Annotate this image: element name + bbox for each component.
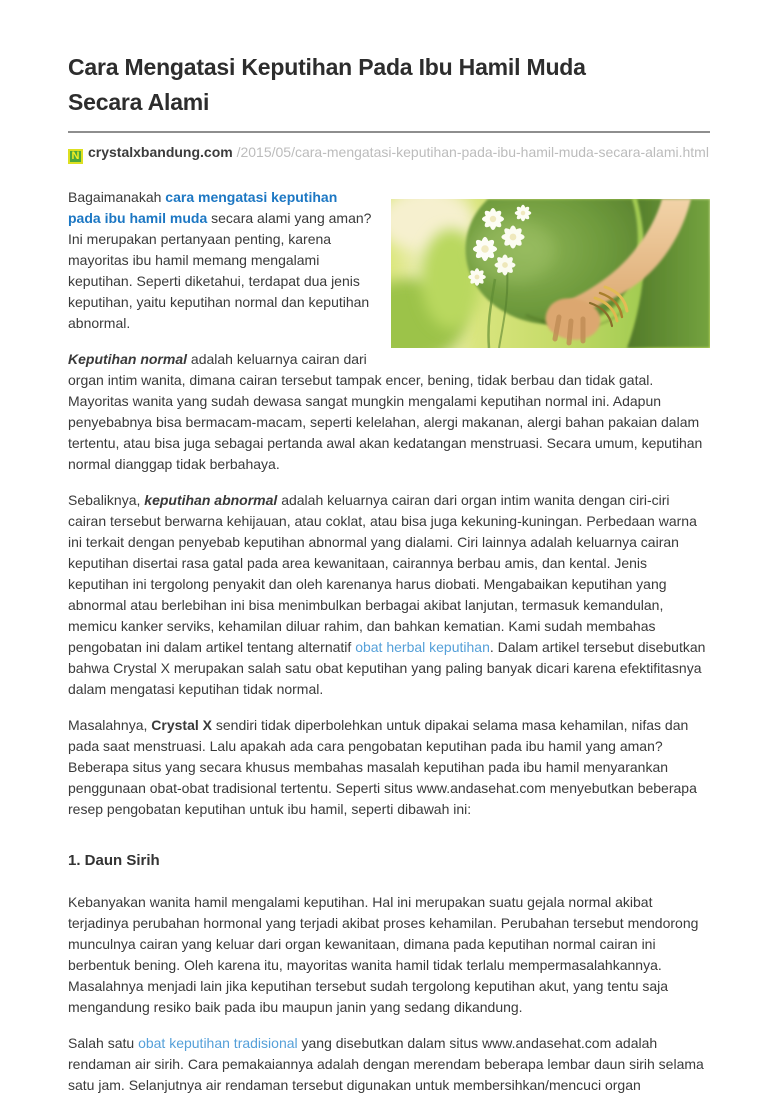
text-run: Masalahnya, [68, 717, 152, 733]
emphasis-crystal-x: Crystal X [151, 717, 212, 733]
text-run: yang disebutkan dalam situs www.andasehat.com adalah rendaman air sirih. Cara pemakaiannya adalah dengan merendam beberapa lembar daun sirih selama satu jam. Selanjutnya air rendaman tersebut digunakan untuk membersihkan/mencuci organ [68, 1035, 704, 1093]
source-domain: crystalxbandung.com [88, 144, 233, 160]
text-run: adalah keluarnya cairan dari organ intim wanita, dimana cairan tersebut tampak encer, bening, tidak berbau dan tidak gatal. Mayoritas wanita yang sudah dewasa sangat mungkin mengalami keputihan normal ini. Adapun penyebabnya bisa bermacam-macam, seperti kelelahan, alergi makanan, alergi bahan pakaian dalam tertentu, atau bisa juga sebagai pertanda awal akan kedatangan menstruasi. Secara umum, keputihan normal dianggap tidak berbahaya. [68, 351, 703, 472]
emphasis-keputihan-abnormal: keputihan abnormal [144, 492, 278, 508]
paragraph-crystal-x [68, 715, 710, 820]
pregnant-woman-photo-art [391, 199, 710, 348]
article-title-line-2: Secara Alami [68, 89, 210, 115]
paragraph-daun-sirih-1: Kebanyakan wanita hamil mengalami keputihan. Hal ini merupakan suatu gejala normal akibat terjadinya perubahan hormonal yang terjadi akibat proses kehamilan. Perubahan tersebut mendorong munculnya cairan yang keluar dari organ kewanitaan, dimana pada keputihan normal cairan ini berbentuk bening. Oleh karena itu, mayoritas wanita hamil tidak terlalu mempermasalahkannya. Masalahnya menjadi lain jika keputihan tersebut sudah tergolong keputihan akut, yang tentu saja mengandung resiko baik pada ibu maupun janin yang sedang dikandung. [68, 894, 699, 1015]
inline-link-cara-mengatasi[interactable]: cara mengatasi keputihan pada ibu hamil muda [68, 189, 338, 226]
text-run: Bagaimanakah [68, 189, 166, 205]
text-run: sendiri tidak diperbolehkan untuk dipakai selama masa kehamilan, nifas dan pada saat menstruasi. Lalu apakah ada cara pengobatan keputihan pada ibu hamil yang aman? Beberapa situs yang secara khusus membahas masalah keputihan pada ibu hamil menyarankan penggunaan obat-obat tradisional tertentu. Seperti situs www.andasehat.com menyebutkan beberapa resep pengobatan keputihan untuk ibu hamil, seperti dibawah ini: [68, 717, 697, 817]
source-path: /2015/05/cara-mengatasi-keputihan-pada-ibu-hamil-muda-secara-alami.html [236, 144, 709, 160]
article-title [68, 50, 710, 120]
source-url-line [68, 142, 710, 164]
text-run: . Dalam artikel tersebut disebutkan bahwa Crystal X merupakan salah satu obat keputihan yang paling banyak dicari karena efektifitasnya dalam mengatasi keputihan tidak normal. [68, 639, 706, 697]
text-run: secara alami yang aman? Ini merupakan pertanyaan penting, karena mayoritas ibu hamil memang mengalami keputihan. Seperti diketahui, terdapat dua jenis keputihan, yaitu keputihan normal dan keputihan abnormal. [68, 210, 372, 331]
article-body [68, 187, 710, 1096]
pregnant-woman-photo [391, 199, 710, 348]
text-run: Sebaliknya, [68, 492, 145, 508]
paragraph-daun-sirih-2 [68, 1033, 710, 1096]
section-heading-daun-sirih: 1. Daun Sirih [68, 852, 160, 869]
title-divider [68, 131, 710, 133]
article-title-line-1: Cara Mengatasi Keputihan Pada Ibu Hamil Muda [68, 54, 586, 80]
site-favicon-icon [68, 149, 83, 164]
text-run: adalah keluarnya cairan dari organ intim wanita dengan ciri-ciri cairan tersebut berwarna kehijauan, atau coklat, atau bisa juga kekuning-kuningan. Perbedaan warna ini terkait dengan penyebab keputihan abnormal yang dialami. Ciri lainnya adalah keluarnya cairan keputihan disertai rasa gatal pada area kewanitaan, cairannya berbau amis, dan kental. Jenis keputihan ini tergolong penyakit dan oleh karenanya harus diobati. Mengabaikan keputihan yang abnormal atau berlebihan ini bisa menimbulkan berbagai akibat lanjutan, termasuk kemandulan, memicu kanker serviks, kehamilan diluar rahim, dan bahkan kematian. Kami sudah membahas pengobatan ini dalam artikel tentang alternatif [68, 492, 697, 655]
inline-link-obat-herbal[interactable]: obat herbal keputihan [355, 639, 490, 655]
paragraph-keputihan-normal [68, 349, 710, 475]
emphasis-keputihan-normal: Keputihan normal [68, 351, 188, 367]
favicon-letter: N [71, 150, 80, 162]
inline-link-obat-tradisional[interactable]: obat keputihan tradisional [138, 1035, 298, 1051]
text-run: Salah satu [68, 1035, 139, 1051]
paragraph-keputihan-abnormal [68, 490, 710, 700]
